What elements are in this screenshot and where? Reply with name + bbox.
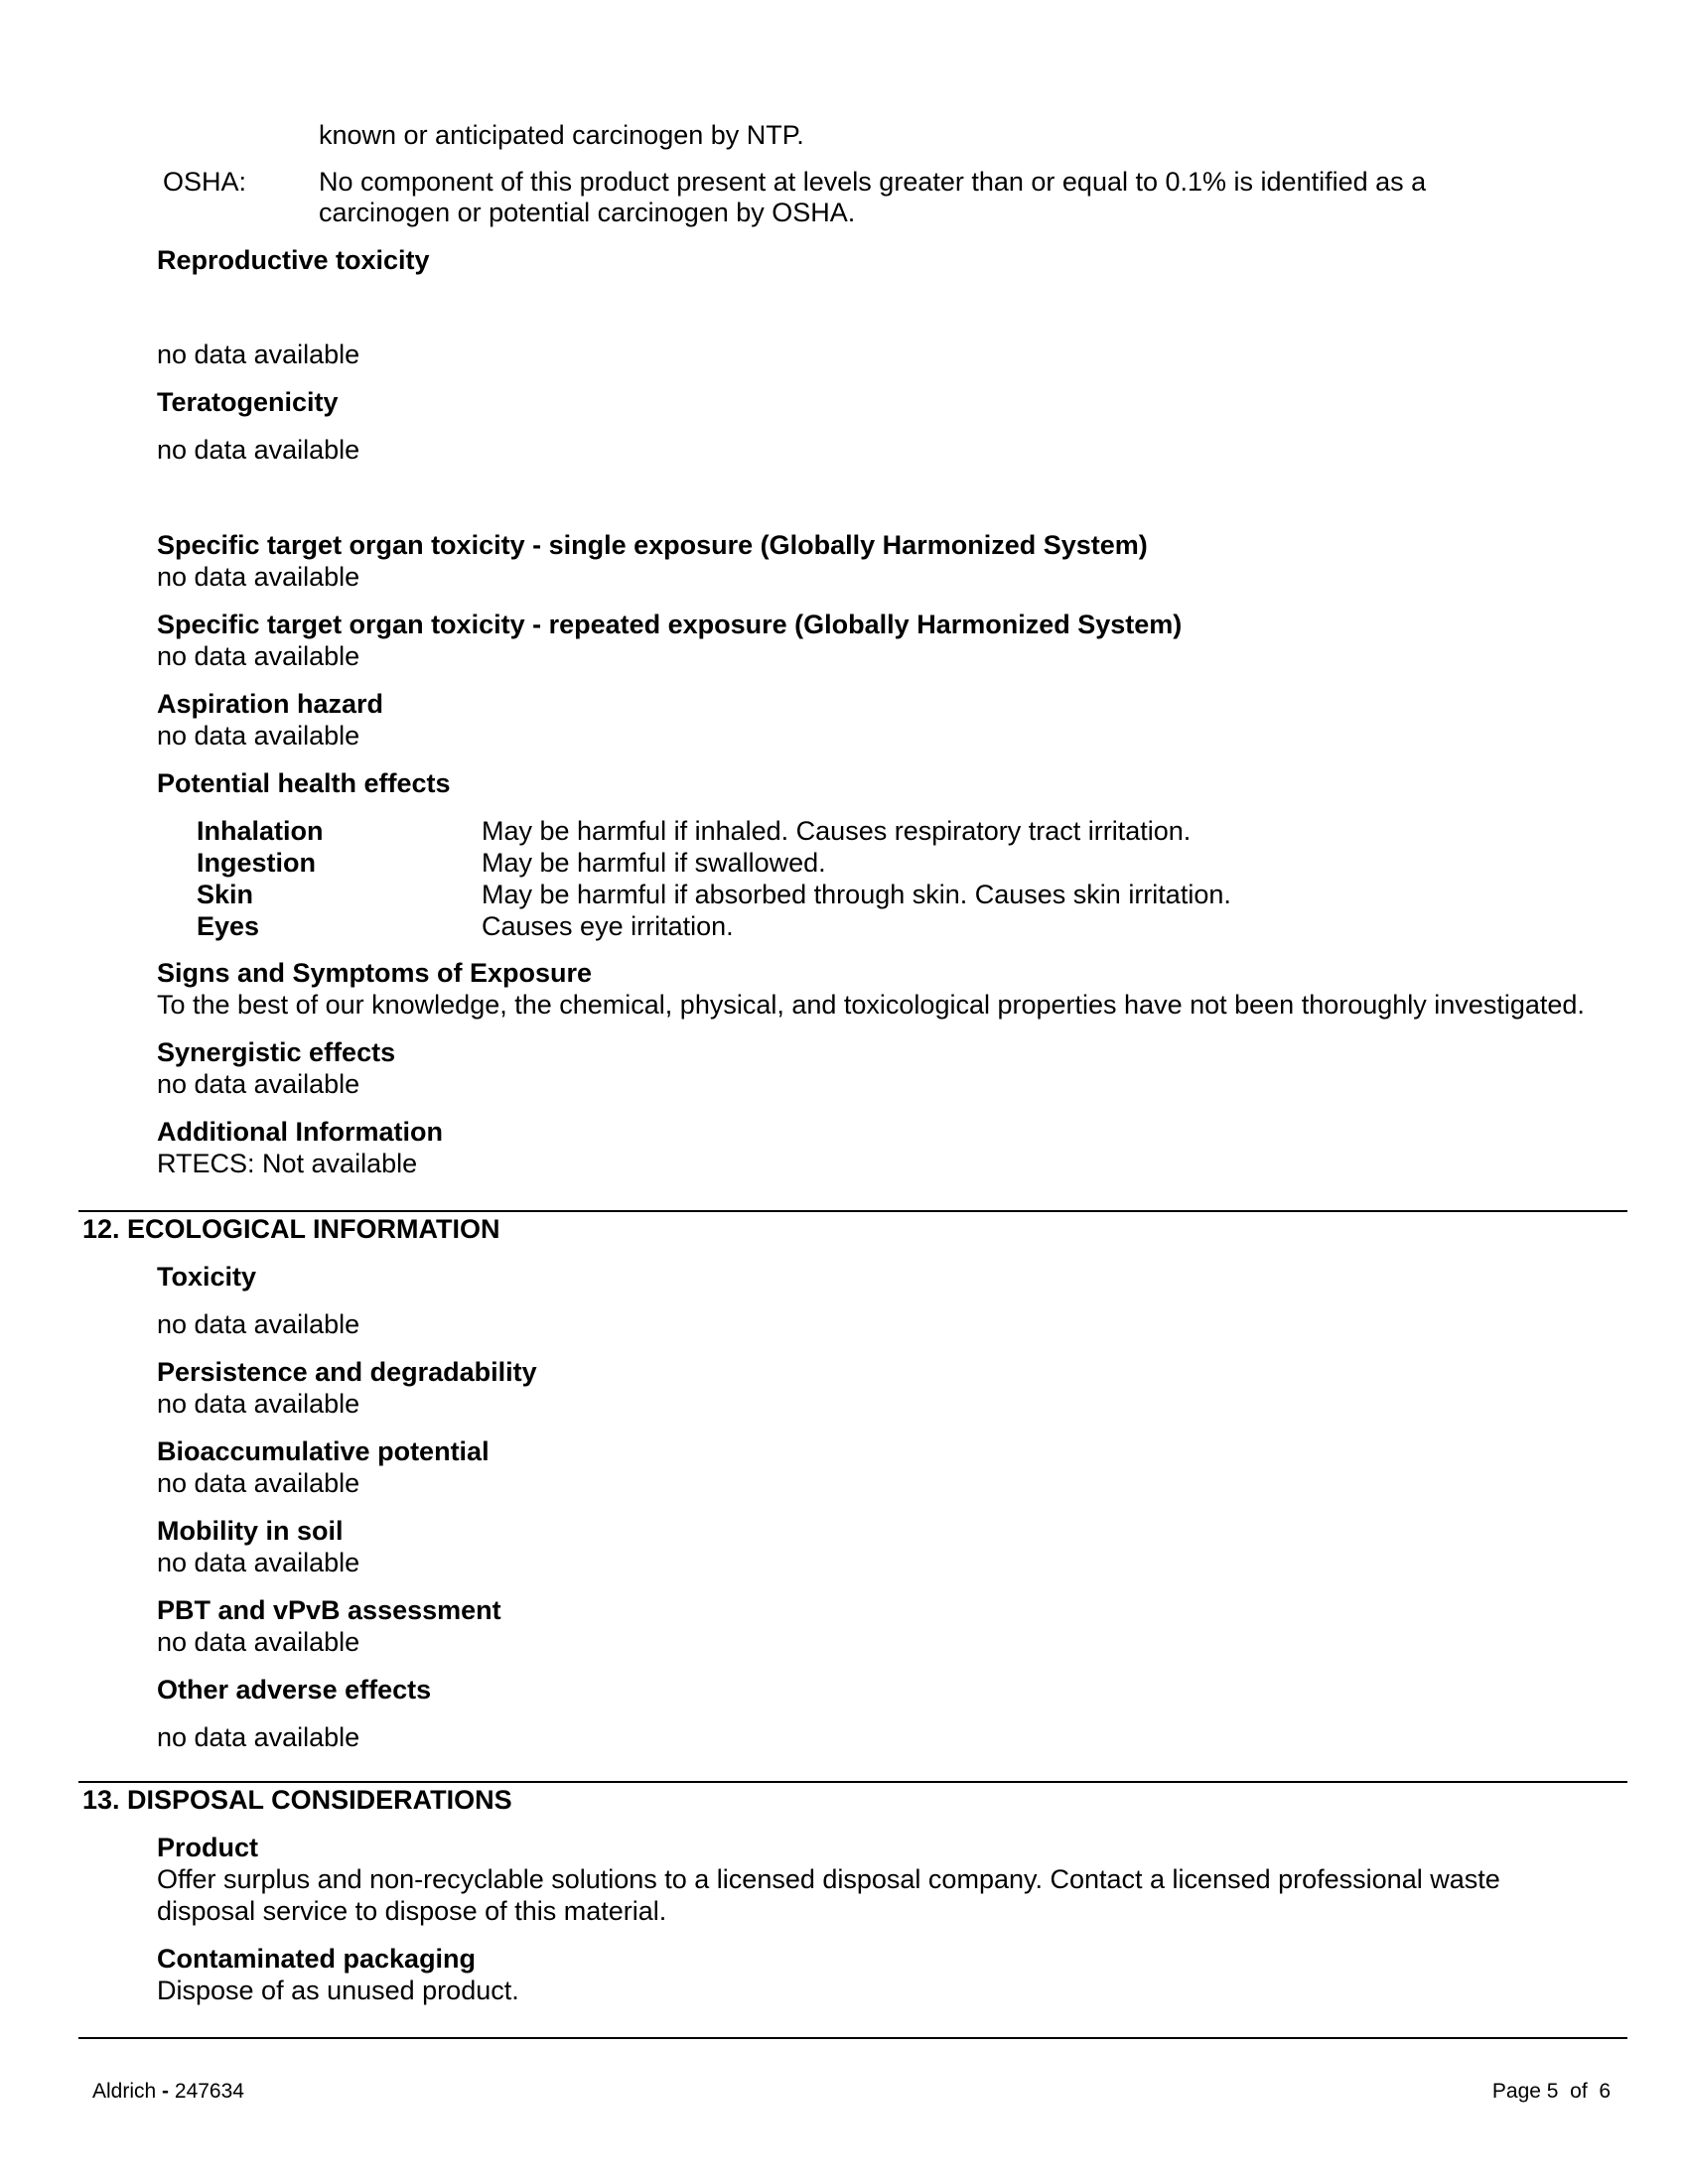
health-effects-heading: Potential health effects [157,768,451,798]
pbt-text: no data available [157,1627,360,1657]
section-13-divider [78,1781,1627,1783]
section-13-title: 13. DISPOSAL CONSIDERATIONS [82,1785,512,1815]
synergistic-effects-text: no data available [157,1069,360,1099]
pbt-heading: PBT and vPvB assessment [157,1595,501,1625]
stot-single-heading: Specific target organ toxicity - single exposure (Globally Harmonized System) [157,530,1148,560]
osha-label: OSHA: [163,167,247,197]
additional-information-text: RTECS: Not available [157,1149,418,1178]
section-12-divider [78,1210,1627,1212]
mobility-soil-text: no data available [157,1548,360,1577]
persistence-text: no data available [157,1389,360,1419]
additional-information-heading: Additional Information [157,1117,443,1147]
route-ingestion: Ingestion [197,848,316,878]
teratogenicity-heading: Teratogenicity [157,387,339,417]
footer-divider [78,2037,1627,2039]
footer-separator: - [162,2080,170,2103]
persistence-heading: Persistence and degradability [157,1357,537,1387]
footer-page-number: Page 5 of 6 [1491,2080,1611,2103]
effect-ingestion: May be harmful if swallowed. [482,848,826,878]
osha-text-line2: carcinogen or potential carcinogen by OSHA. [319,198,856,227]
route-inhalation: Inhalation [197,816,324,846]
synergistic-effects-heading: Synergistic effects [157,1037,396,1067]
bioaccumulative-heading: Bioaccumulative potential [157,1436,490,1466]
product-text-line2: disposal service to dispose of this material. [157,1896,667,1926]
effect-eyes: Causes eye irritation. [482,911,734,941]
stot-repeated-text: no data available [157,641,360,671]
teratogenicity-text: no data available [157,435,360,465]
effect-skin: May be harmful if absorbed through skin. Causes skin irritation. [482,880,1231,909]
product-text-line1: Offer surplus and non-recyclable solutions to a licensed disposal company. Contact a licensed professional waste [157,1864,1500,1894]
osha-text-line1: No component of this product present at levels greater than or equal to 0.1% is identified as a [319,167,1427,197]
packaging-heading: Contaminated packaging [157,1944,477,1974]
signs-symptoms-text: To the best of our knowledge, the chemical, physical, and toxicological properties have not been thoroughly investigated. [157,990,1585,1020]
route-skin: Skin [197,880,254,909]
stot-single-text: no data available [157,562,360,592]
aspiration-hazard-text: no data available [157,721,360,751]
section-12-title: 12. ECOLOGICAL INFORMATION [82,1214,500,1244]
reproductive-toxicity-text: no data available [157,340,360,369]
mobility-soil-heading: Mobility in soil [157,1516,344,1546]
toxicity-text: no data available [157,1309,360,1339]
ntp-line: known or anticipated carcinogen by NTP. [319,120,804,150]
footer-brand: Aldrich [92,2080,157,2103]
signs-symptoms-heading: Signs and Symptoms of Exposure [157,958,593,988]
footer-product-id [92,2079,244,2105]
effect-inhalation: May be harmful if inhaled. Causes respiratory tract irritation. [482,816,1192,846]
reproductive-toxicity-heading: Reproductive toxicity [157,245,430,275]
toxicity-heading: Toxicity [157,1262,257,1292]
bioaccumulative-text: no data available [157,1468,360,1498]
footer-product-number: 247634 [174,2080,244,2103]
product-heading: Product [157,1833,259,1862]
packaging-text: Dispose of as unused product. [157,1976,519,2005]
other-adverse-heading: Other adverse effects [157,1675,432,1705]
aspiration-hazard-heading: Aspiration hazard [157,689,384,719]
stot-repeated-heading: Specific target organ toxicity - repeated exposure (Globally Harmonized System) [157,610,1183,639]
other-adverse-text: no data available [157,1722,360,1752]
route-eyes: Eyes [197,911,260,941]
